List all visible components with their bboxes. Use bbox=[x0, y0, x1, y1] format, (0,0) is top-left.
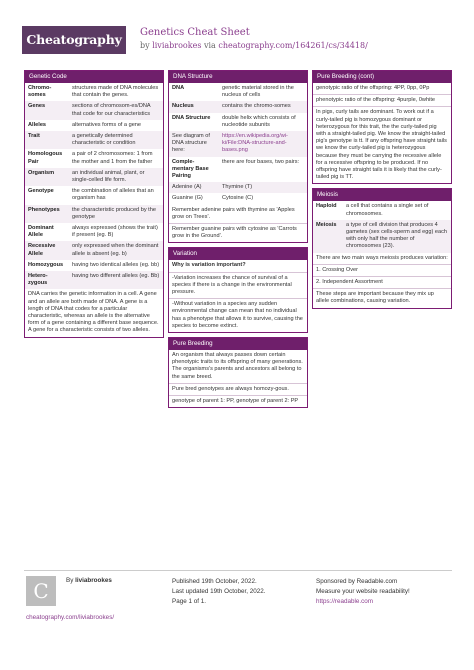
pure-breeding-paragraph: genotype of parent 1: PP, genotype of parent 2: PP bbox=[172, 398, 299, 405]
table-row bbox=[25, 149, 163, 167]
meiosis-list-item: 1. Crossing Over bbox=[313, 265, 451, 277]
pure-breeding-paragraph: phenotypic ratio of the offspring: 4purple, 0white bbox=[313, 95, 451, 107]
author-avatar[interactable]: C bbox=[26, 576, 56, 606]
table-row bbox=[313, 220, 451, 253]
column-1 bbox=[24, 70, 164, 342]
via-text: via bbox=[203, 41, 216, 50]
table-row bbox=[169, 113, 307, 131]
term: Meiosis bbox=[313, 220, 343, 253]
table-row bbox=[25, 205, 163, 223]
byline bbox=[140, 41, 368, 50]
table-row bbox=[25, 241, 163, 259]
footer-author-name[interactable]: liviabrookes bbox=[75, 577, 112, 584]
pure-breeding-paragraph: An organism that always passes down certain phenotypic traits to its offspring of many generations. The organisms's parents and ancestors all belong to the same breed. bbox=[169, 350, 307, 384]
page-title: Genetics Cheat Sheet bbox=[140, 27, 250, 38]
base-pair-note: Remember guanine pairs with cytosine as 'Carrots grow in the Ground'. bbox=[172, 226, 297, 240]
table-row bbox=[169, 182, 307, 193]
footer-by-label: By bbox=[66, 577, 74, 584]
base-right: Cytosine (C) bbox=[222, 195, 254, 202]
section-title: Pure Breeding bbox=[169, 338, 307, 350]
page-number: Page 1 of 1. bbox=[172, 598, 206, 605]
term: Homologous Pair bbox=[28, 151, 63, 165]
definition: a type of cell division that produces 4 gametes (sex cells-sperm and egg) each with only half the number of chromosomes (23). bbox=[343, 220, 451, 253]
term: DNA Structure bbox=[172, 114, 211, 121]
table-row bbox=[169, 157, 307, 183]
section-title: Pure Breeding (cont) bbox=[313, 71, 451, 83]
section-title: DNA Structure bbox=[169, 71, 307, 83]
definition: an individual animal, plant, or single-celled life form. bbox=[69, 168, 163, 186]
term: Phenotypes bbox=[25, 205, 69, 223]
table-row bbox=[25, 83, 163, 101]
genetic-code-note: DNA carries the genetic information in a cell. A gene and an allele are both made of DNA. A gene is a length of DNA that codes for a particular characteristic, whereas an allele is the alternative form of a gene containing a different base sequence. A gene for a characteristic consists of two alleles. bbox=[28, 291, 159, 334]
term: Hetero-zygous bbox=[25, 271, 69, 289]
variation-heading: Why is variation important? bbox=[169, 260, 307, 272]
definition: having two identical alleles (eg. bb) bbox=[72, 261, 160, 268]
definition: the combination of alleles that an organism has bbox=[72, 188, 154, 202]
definition: a pair of 2 chromosomes: 1 from the mother and 1 from the father bbox=[72, 151, 153, 165]
page-footer bbox=[24, 570, 452, 630]
pure-breeding-cont-section bbox=[312, 70, 452, 184]
updated-date: Last updated 19th October, 2022. bbox=[172, 588, 266, 595]
definition: there are four bases, two pairs: bbox=[222, 158, 300, 165]
definition: double helix which consists of nucleotide subunits bbox=[222, 114, 296, 128]
sponsor-tagline: Measure your website readability! bbox=[316, 588, 410, 595]
pure-breeding-section bbox=[168, 337, 308, 408]
term: Genes bbox=[25, 101, 69, 119]
definition: the characteristic produced by the genotype bbox=[69, 205, 163, 223]
definition: genetic material stored in the nucleus of cells bbox=[222, 85, 294, 99]
dna-structure-table bbox=[169, 83, 307, 205]
definition: structures made of DNA molecules that contain the genes. bbox=[72, 85, 159, 99]
base-pair-note: Remember adenine pairs with thymine as 'Apples grow on Trees'. bbox=[169, 205, 307, 224]
definition: having two different alleles (eg. Bb) bbox=[69, 271, 163, 289]
table-row bbox=[25, 260, 163, 271]
genetic-code-section bbox=[24, 70, 164, 338]
by-text: by bbox=[140, 41, 150, 50]
page-header bbox=[0, 0, 474, 64]
pure-breeding-paragraph: Pure bred genotypes are always homozy-gous. bbox=[169, 384, 307, 396]
table-row bbox=[25, 131, 163, 149]
base-left: Adenine (A) bbox=[169, 182, 219, 193]
term: Organism bbox=[25, 168, 69, 186]
term: Recessive Allele bbox=[25, 241, 69, 259]
pure-breeding-paragraph: In pigs, curly tails are dominant. To work out if a curly-tailed pig is homozygous dominant or heterozygous for this trait, the the curly-tailed pig with a straight-tailed pig. We know the straight-tailed pig's genotype is tt. If any offspring have straight tails we know the curly-tailed pig is heterozygous because they must be carrying the recessive allele for a recessive offspring to be produced. If no offspring have straight tails it is likely that the curly-tailed pig is TT. bbox=[316, 109, 447, 181]
variation-paragraph: -Variation increases the chance of survival of a species if there is a change in the environmental pressure. bbox=[169, 273, 307, 300]
term: Genotype bbox=[28, 188, 54, 195]
table-row bbox=[313, 201, 451, 219]
definition: contains the chromo-somes bbox=[219, 101, 307, 112]
table-row bbox=[25, 186, 163, 204]
term: See diagram of DNA structure here: bbox=[169, 131, 219, 157]
variation-paragraph: -Without variation in a species any sudden environmental change can mean that no individual has a phenotype that allows it to survive, causing the species to become extinct. bbox=[172, 301, 303, 329]
base-left: Guanine (G) bbox=[172, 195, 203, 202]
variation-section bbox=[168, 247, 308, 333]
table-row bbox=[25, 120, 163, 131]
column-2 bbox=[168, 70, 308, 412]
table-row bbox=[169, 101, 307, 112]
definition: a genetically determined characteristic or condition bbox=[69, 131, 163, 149]
footer-dates bbox=[172, 577, 265, 607]
footer-sponsor bbox=[316, 577, 410, 607]
definition: a cell that contains a single set of chromosomes. bbox=[346, 203, 429, 217]
term: Trait bbox=[25, 131, 69, 149]
published-date: Published 19th October, 2022. bbox=[172, 578, 257, 585]
author-link[interactable]: liviabrookes bbox=[152, 41, 202, 50]
table-row bbox=[169, 193, 307, 204]
term: DNA bbox=[172, 85, 185, 91]
term: Dominant Allele bbox=[28, 225, 54, 239]
sheet-url-link[interactable]: cheatography.com/164261/cs/34418/ bbox=[218, 41, 368, 50]
table-row bbox=[25, 271, 163, 289]
definition: always expressed (shows the trait) if present (eg. B) bbox=[72, 225, 158, 239]
term: Homozygous bbox=[28, 261, 64, 268]
section-title: Meiosis bbox=[313, 189, 451, 201]
pure-breeding-paragraph: genotypic ratio of the offspring: 4PP, 0pp, 0Pp bbox=[313, 83, 451, 95]
definition: sections of chromosom-es/DNA that code for our characteristics bbox=[69, 101, 163, 119]
meiosis-section bbox=[312, 188, 452, 308]
term: Chromo-somes bbox=[28, 85, 52, 99]
term: Comple-mentary Base Pairing bbox=[172, 158, 209, 180]
base-right: Thymine (T) bbox=[219, 182, 307, 193]
table-row bbox=[25, 168, 163, 186]
sponsor-link[interactable]: https://readable.com bbox=[316, 598, 374, 605]
table-row bbox=[25, 101, 163, 119]
dna-structure-section bbox=[168, 70, 308, 243]
meiosis-table bbox=[313, 201, 451, 252]
term: Haploid bbox=[316, 203, 337, 210]
term: Alleles bbox=[28, 121, 47, 128]
cheatography-logo[interactable]: Cheatography bbox=[22, 26, 126, 54]
table-row bbox=[169, 83, 307, 101]
sponsor-text: Sponsored by Readable.com bbox=[316, 578, 398, 585]
column-3 bbox=[312, 70, 452, 313]
term: Nucleus bbox=[169, 101, 219, 112]
meiosis-list-item: 2. Independent Assortment bbox=[313, 277, 451, 289]
table-row bbox=[25, 223, 163, 241]
genetic-code-table bbox=[25, 83, 163, 289]
meiosis-paragraph: There are two main ways meiosis produces variation: bbox=[313, 253, 451, 265]
meiosis-paragraph: These steps are important because they mix up allele combinations, causing variation. bbox=[316, 291, 434, 305]
definition: alternatives forms of a gene bbox=[72, 121, 142, 128]
section-title: Genetic Code bbox=[25, 71, 163, 83]
footer-author-url[interactable]: cheatography.com/liviabrookes/ bbox=[26, 614, 115, 621]
table-row bbox=[169, 131, 307, 157]
definition: only expressed when the dominant allele is absent (eg. b) bbox=[69, 241, 163, 259]
footer-author bbox=[66, 577, 112, 584]
section-title: Variation bbox=[169, 248, 307, 260]
dna-diagram-link[interactable]: https://en.wikipedia.org/wi-ki/File:DNA-structure-and-bases.png bbox=[219, 131, 307, 157]
